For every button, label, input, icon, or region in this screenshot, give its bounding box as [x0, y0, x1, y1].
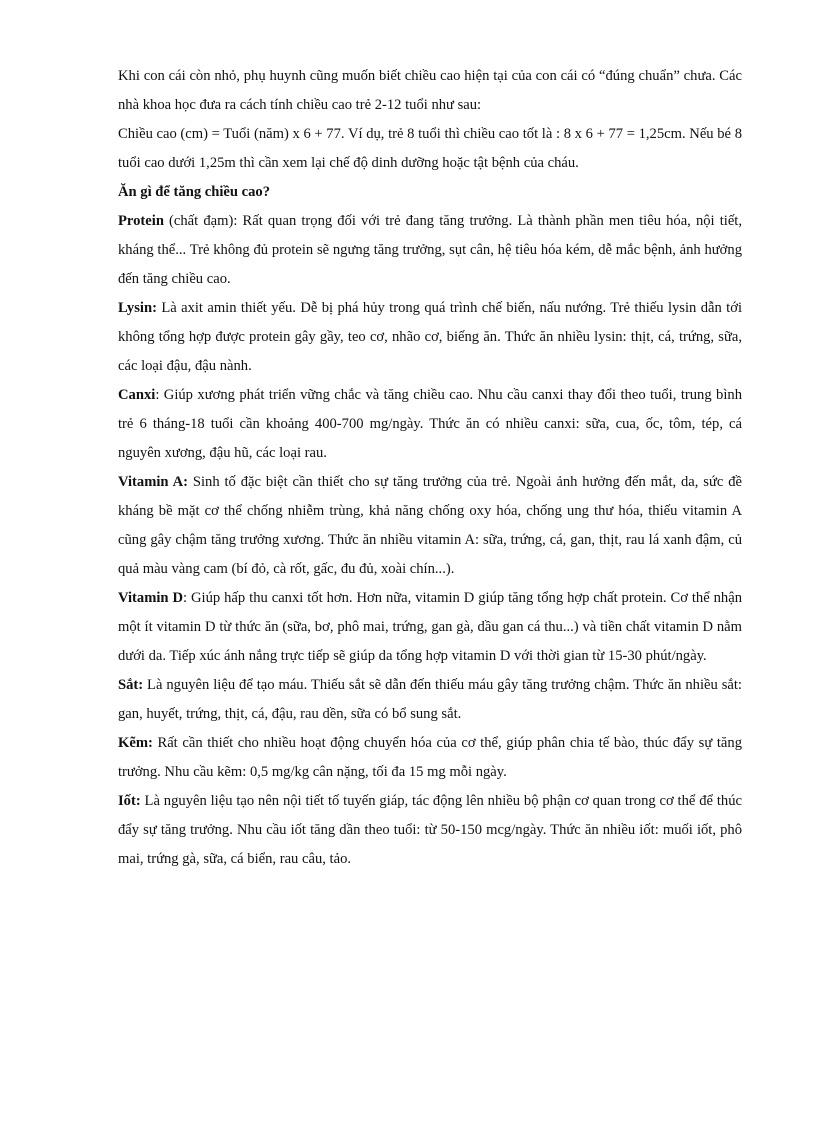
nutrient-text: Rất cần thiết cho nhiều hoạt động chuyển hóa của cơ thể, giúp phân chia tế bào, thúc đẩy sự tăng trưởng. Nhu cầu kẽm: 0,5 mg/kg cân nặng, tối đa 15 mg mỗi ngày. — [118, 735, 742, 780]
nutrient-term: Canxi — [118, 387, 156, 403]
intro-paragraph: Khi con cái còn nhỏ, phụ huynh cũng muốn biết chiều cao hiện tại của con cái có “đúng chuẩn” chưa. Các nhà khoa học đưa ra cách tính chiều cao trẻ 2-12 tuổi như sau: — [118, 68, 742, 113]
nutrient-term: Lysin: — [118, 300, 157, 316]
nutrient-iot — [118, 787, 742, 874]
nutrient-vitamin-a — [118, 468, 742, 584]
nutrient-text: : Giúp xương phát triển vững chắc và tăng chiều cao. Nhu cầu canxi thay đổi theo tuổi, trung bình trẻ 6 tháng-18 tuổi cần khoảng 400-700 mg/ngày. Thức ăn có nhiều canxi: sữa, cua, ốc, tôm, tép, cá nguyên xương, đậu hũ, các loại rau. — [118, 387, 742, 461]
nutrient-vitamin-d — [118, 584, 742, 671]
nutrient-text: Là nguyên liệu để tạo máu. Thiếu sắt sẽ dẫn đến thiếu máu gây tăng trưởng chậm. Thức ăn nhiều sắt: gan, huyết, trứng, thịt, cá, đậu, rau dền, sữa có bổ sung sắt. — [118, 677, 742, 722]
nutrient-term: Sắt: — [118, 677, 144, 693]
nutrient-term: Vitamin A: — [118, 474, 188, 490]
nutrient-text: Sinh tố đặc biệt cần thiết cho sự tăng trưởng của trẻ. Ngoài ảnh hưởng đến mắt, da, sức đề kháng bề mặt cơ thể chống nhiễm trùng, khả năng chống oxy hóa, chống ung thư hóa, thiếu vitamin A cũng gây chậm tăng trưởng xương. Thức ăn nhiều vitamin A: sữa, trứng, cá, gan, thịt, rau lá xanh đậm, củ quả màu vàng cam (bí đỏ, cà rốt, gấc, đu đủ, xoài chín...). — [118, 474, 742, 577]
nutrient-term: Kẽm: — [118, 735, 153, 751]
nutrient-term: Iốt: — [118, 793, 141, 809]
document-page — [118, 62, 742, 874]
nutrient-canxi — [118, 381, 742, 468]
formula-paragraph: Chiều cao (cm) = Tuổi (năm) x 6 + 77. Ví dụ, trẻ 8 tuổi thì chiều cao tốt là : 8 x 6 + 77 = 1,25cm. Nếu bé 8 tuổi cao dưới 1,25m thì cần xem lại chế độ dinh dưỡng hoặc tật bệnh của cháu. — [118, 126, 742, 171]
nutrient-text: Là axit amin thiết yếu. Dễ bị phá hủy trong quá trình chế biến, nấu nướng. Trẻ thiếu lysin dẫn tới không tổng hợp được protein gây gầy, teo cơ, nhão cơ, biếng ăn. Thức ăn nhiều lysin: thịt, cá, trứng, sữa, các loại đậu, đậu nành. — [118, 300, 742, 374]
nutrient-text: Là nguyên liệu tạo nên nội tiết tố tuyến giáp, tác động lên nhiều bộ phận cơ quan trong cơ thể để thúc đẩy sự tăng trưởng. Nhu cầu iốt tăng dần theo tuổi: từ 50-150 mcg/ngày. Thức ăn nhiều iốt: muối iốt, phô mai, trứng gà, sữa, cá biển, rau câu, tảo. — [118, 793, 742, 867]
section-heading: Ăn gì để tăng chiều cao? — [118, 184, 271, 200]
nutrient-term: Vitamin D — [118, 590, 184, 606]
nutrient-term: Protein — [118, 213, 164, 229]
nutrient-text: : Giúp hấp thu canxi tốt hơn. Hơn nữa, vitamin D giúp tăng tổng hợp chất protein. Cơ thể nhận một ít vitamin D từ thức ăn (sữa, bơ, phô mai, trứng, gan gà, dầu gan cá thu...) và tiền chất vitamin D nằm dưới da. Tiếp xúc ánh nắng trực tiếp sẽ giúp da tổng hợp vitamin D với thời gian từ 15-30 phút/ngày. — [118, 590, 742, 664]
nutrient-sat — [118, 671, 742, 729]
nutrient-text: (chất đạm): Rất quan trọng đối với trẻ đang tăng trưởng. Là thành phần men tiêu hóa, nội tiết, kháng thể... Trẻ không đủ protein sẽ ngưng tăng trưởng, sụt cân, hệ tiêu hóa kém, dễ mắc bệnh, ảnh hưởng đến tăng chiều cao. — [118, 213, 742, 287]
nutrient-kem — [118, 729, 742, 787]
nutrient-protein — [118, 207, 742, 294]
nutrient-lysin — [118, 294, 742, 381]
